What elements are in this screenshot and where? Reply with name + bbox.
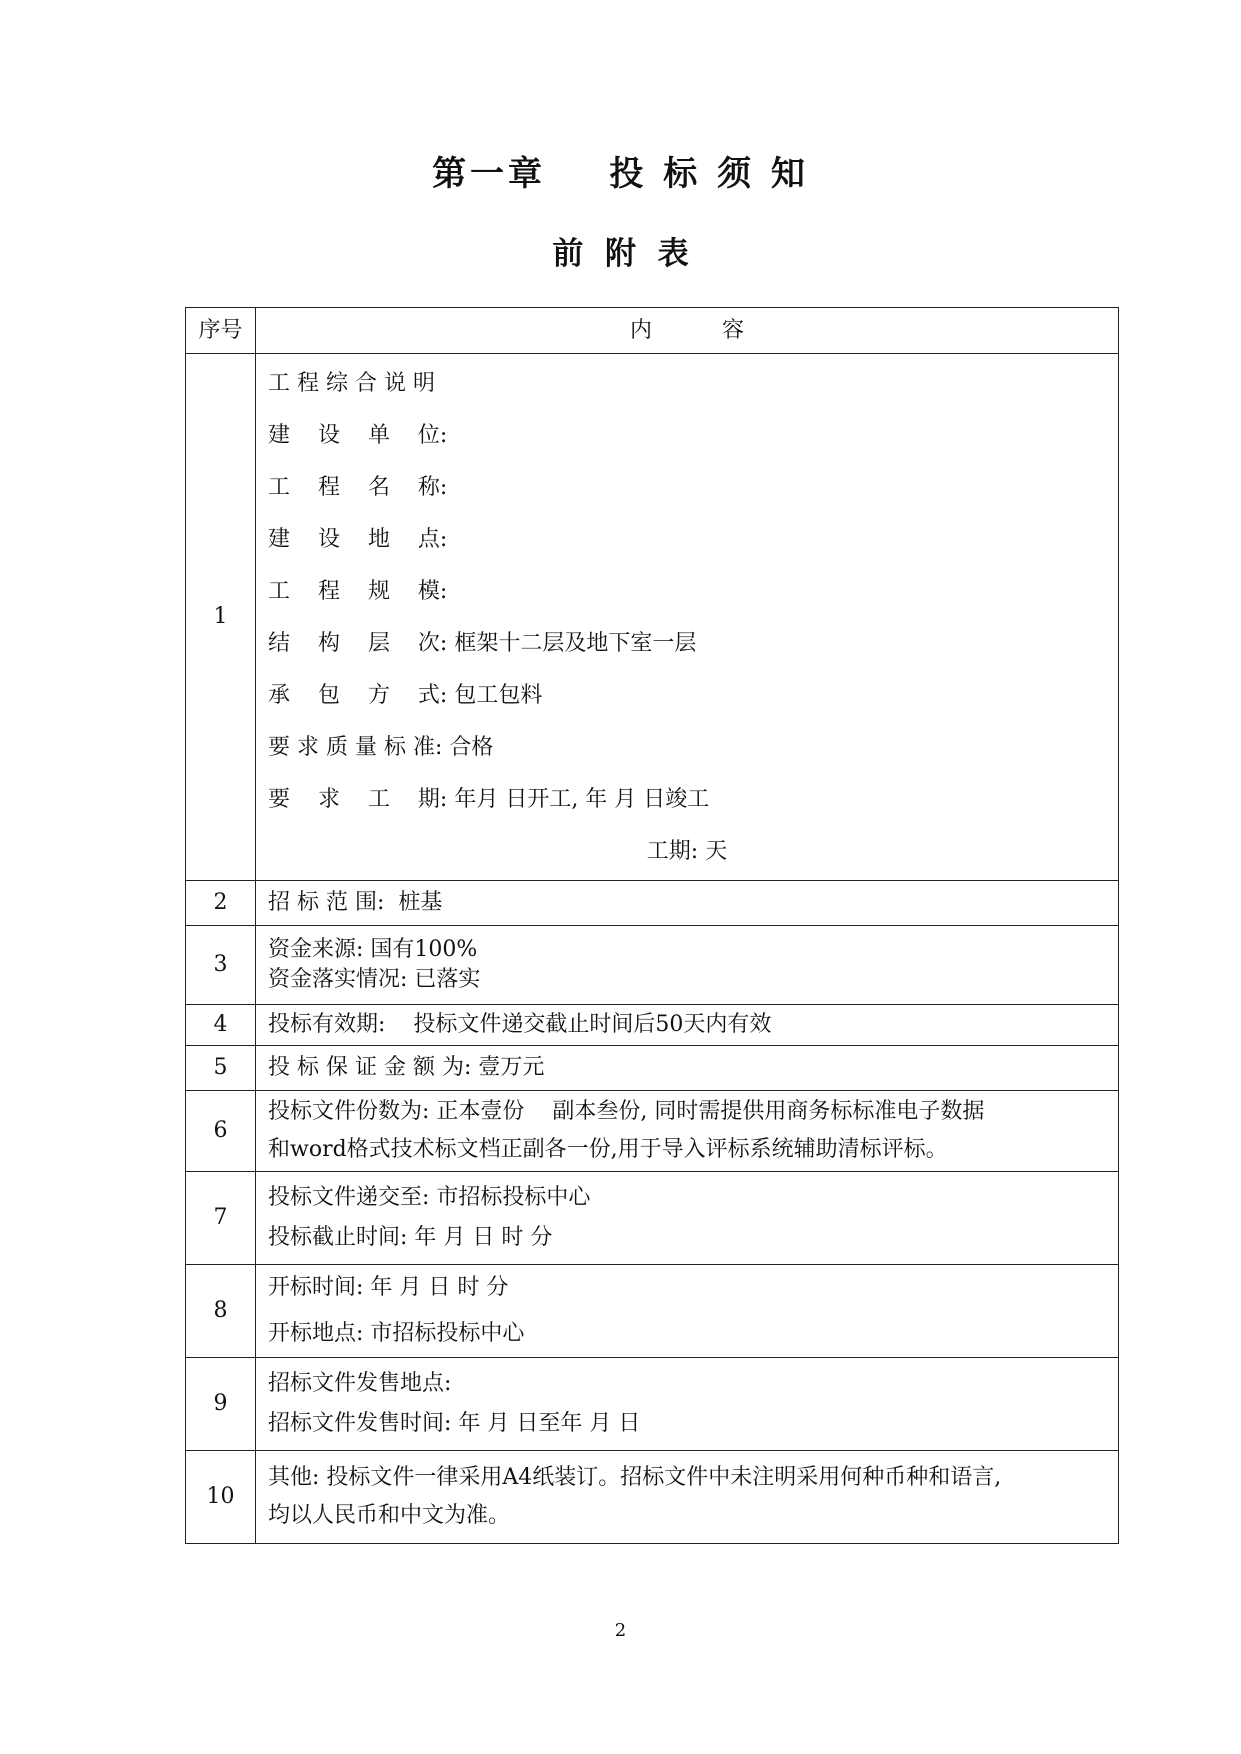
row-number: 4 [186,1005,256,1046]
content-line: 投标文件递交至: 市招标投标中心 [268,1185,591,1210]
content-line: 要 求 工 期: 年月 日开工, 年 月 日竣工 [268,787,710,812]
content-line: 承 包 方 式: 包工包料 [268,683,543,708]
table-row [186,354,1119,881]
content-line: 其他: 投标文件一律采用A4纸装订。招标文件中未注明采用何种币种和语言, [268,1465,1002,1490]
table-row [186,1005,1119,1046]
row-number: 8 [186,1265,256,1358]
content-line: 资金落实情况: 已落实 [268,967,481,992]
content-line: 投标文件份数为: 正本壹份 副本叁份, 同时需提供用商务标标准电子数据 [268,1099,985,1124]
content-line: 工 程 综 合 说 明 [268,371,435,396]
table-row [186,1358,1119,1451]
table-row [186,1091,1119,1172]
content-line: 投标截止时间: 年 月 日 时 分 [268,1225,553,1250]
content-line: 招 标 范 围: 桩基 [268,890,443,915]
row-number: 10 [186,1451,256,1544]
content-line: 资金来源: 国有100% [268,937,478,962]
row-number: 2 [186,881,256,926]
content-line: 招标文件发售时间: 年 月 日至年 月 日 [268,1411,641,1436]
content-line: 建 设 地 点: [268,527,448,552]
row-content [256,354,1119,881]
table-row [186,1265,1119,1358]
row-number: 9 [186,1358,256,1451]
row-content [256,1451,1119,1544]
content-line: 均以人民币和中文为准。 [268,1503,511,1528]
row-content [256,1172,1119,1265]
content-line: 工期: 天 [646,839,728,864]
content-line: 开标地点: 市招标投标中心 [268,1321,525,1346]
header-content: 内 容 [256,308,1119,354]
table-header-row [186,308,1119,354]
front-table [185,307,1119,1544]
content-line: 投 标 保 证 金 额 为: 壹万元 [268,1055,545,1080]
table-row [186,1046,1119,1091]
content-line: 和word格式技术标文档正副各一份,用于导入评标系统辅助清标评标。 [268,1137,948,1162]
table-row [186,926,1119,1005]
row-number: 1 [186,354,256,881]
row-content [256,1265,1119,1358]
content-line: 工 程 规 模: [268,579,448,604]
row-content [256,1358,1119,1451]
content-line: 开标时间: 年 月 日 时 分 [268,1275,509,1300]
content-line: 投标有效期: 投标文件递交截止时间后50天内有效 [268,1012,772,1037]
row-content [256,1005,1119,1046]
header-num: 序号 [186,308,256,354]
row-number: 5 [186,1046,256,1091]
chapter-title: 第一章 投 标 须 知 [432,154,809,194]
page-number: 2 [614,1620,627,1641]
row-content [256,881,1119,926]
table-row [186,1451,1119,1544]
row-content [256,1091,1119,1172]
table-title: 前 附 表 [552,236,689,272]
row-number: 3 [186,926,256,1005]
content-line: 结 构 层 次: 框架十二层及地下室一层 [268,631,697,656]
row-number: 7 [186,1172,256,1265]
content-line: 工 程 名 称: [268,475,448,500]
content-line: 要 求 质 量 标 准: 合格 [268,735,494,760]
content-line: 招标文件发售地点: [268,1371,452,1396]
table-row [186,881,1119,926]
table-row [186,1172,1119,1265]
row-number: 6 [186,1091,256,1172]
row-content [256,1046,1119,1091]
content-line: 建 设 单 位: [268,423,448,448]
row-content [256,926,1119,1005]
